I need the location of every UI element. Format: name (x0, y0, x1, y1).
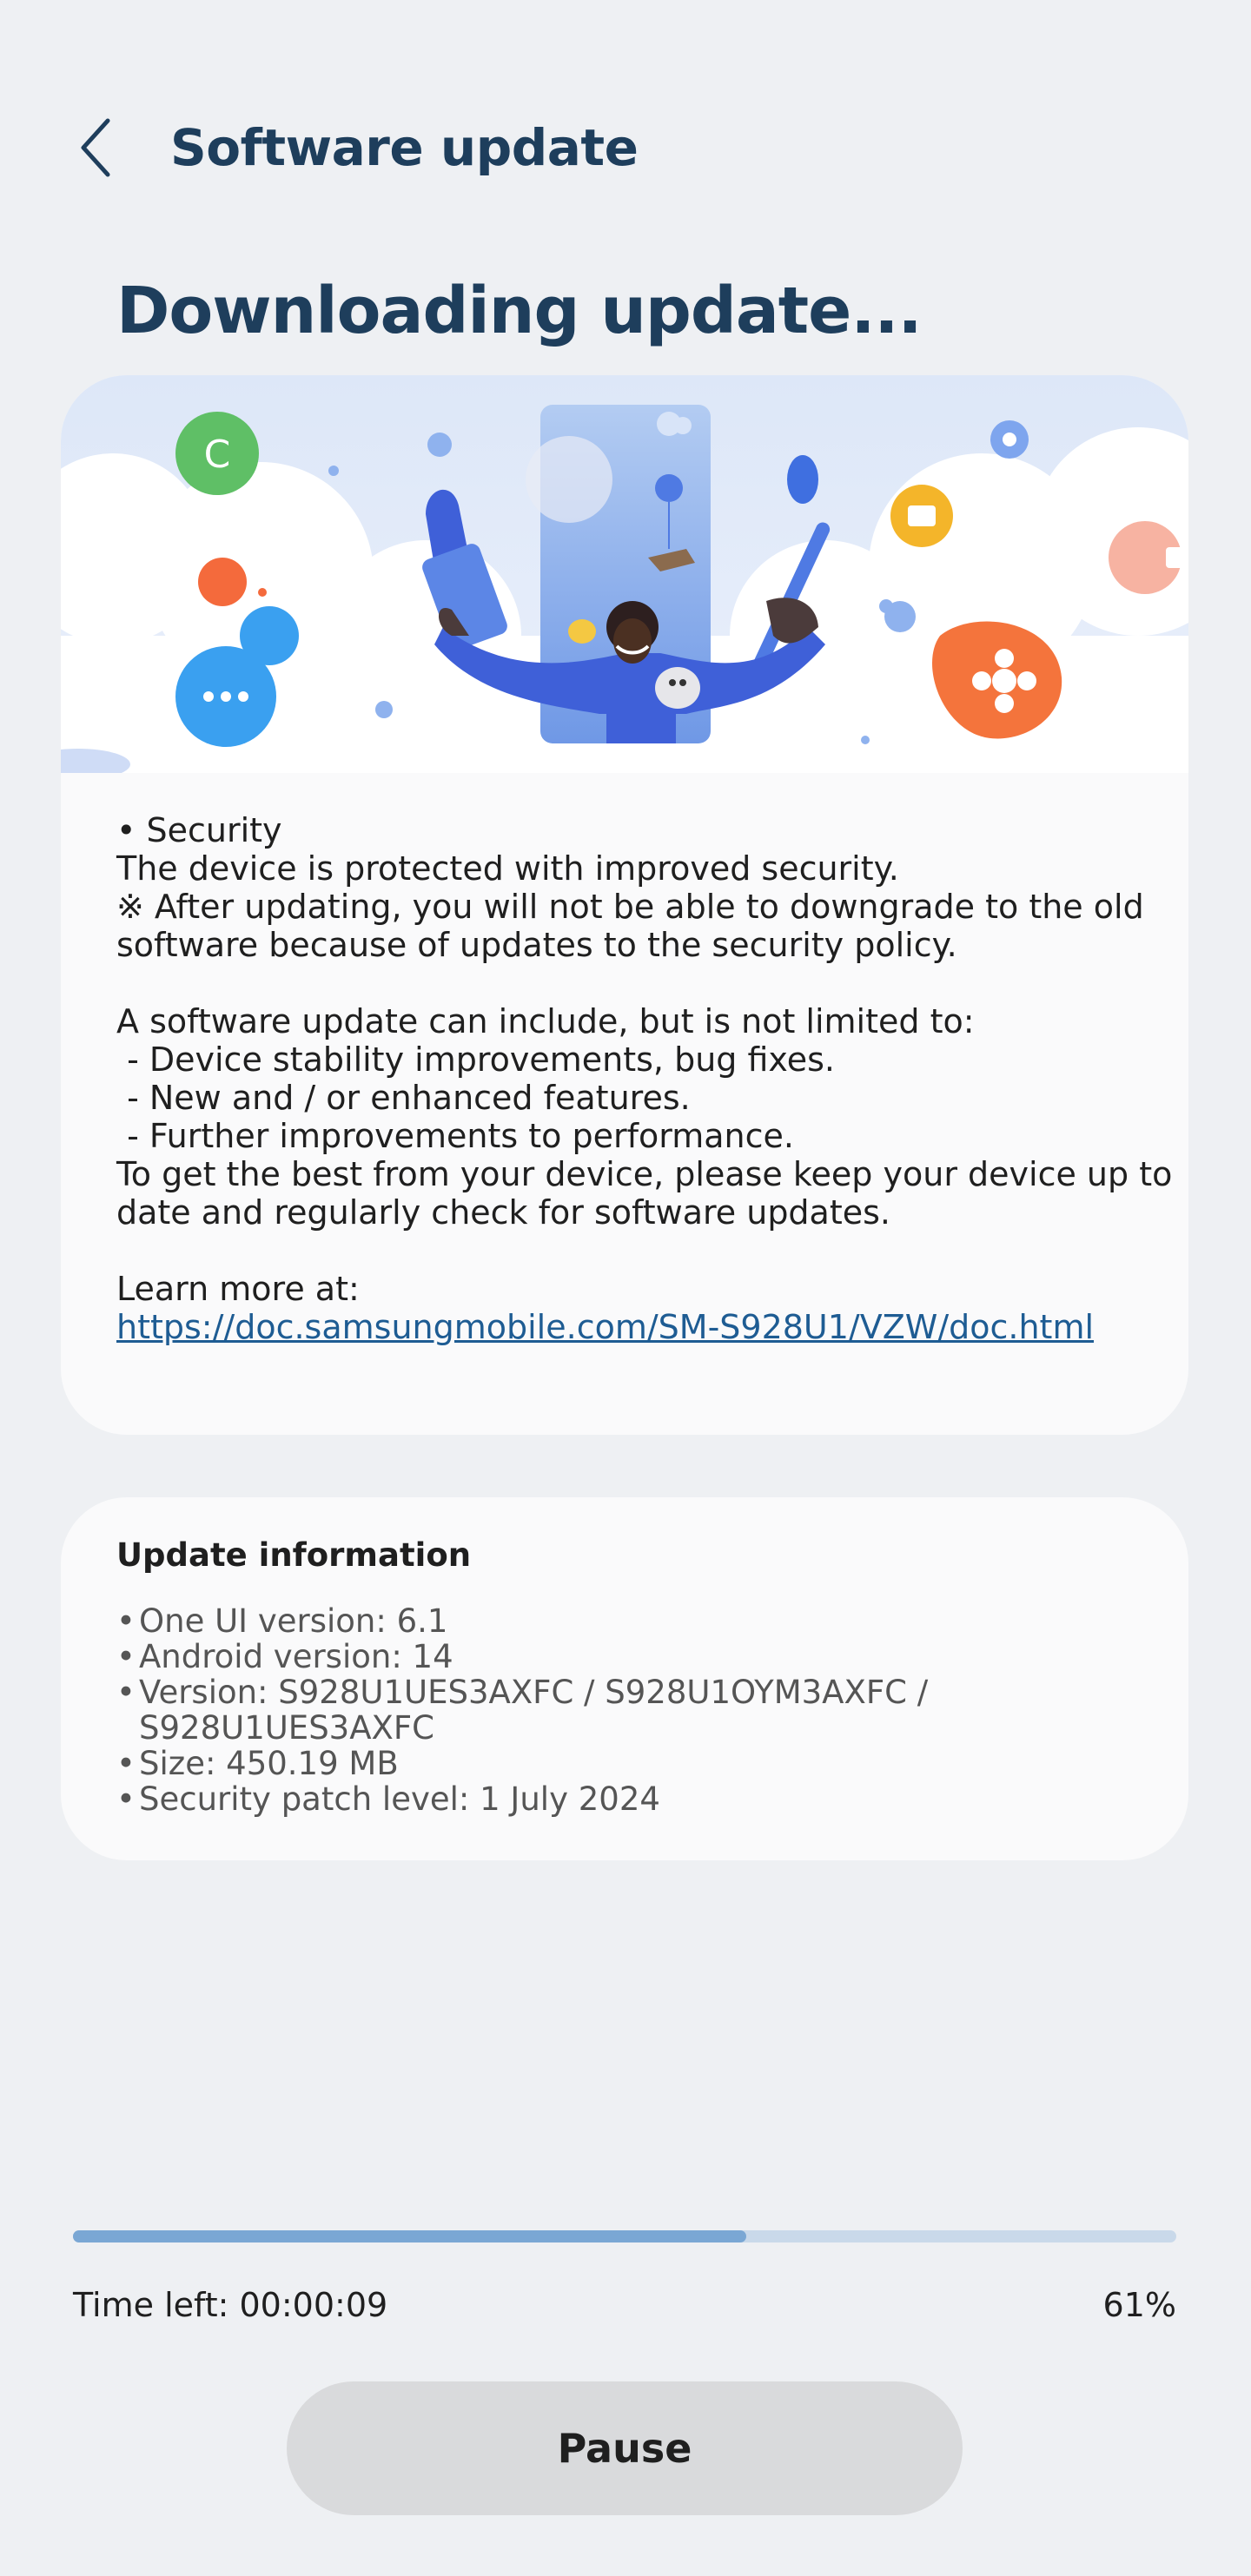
downgrade-warning-line-2: software because of updates to the security policy. (116, 926, 957, 964)
header-title: Software update (170, 118, 639, 177)
learn-more-link[interactable]: https://doc.samsungmobile.com/SM-S928U1/VZW/doc.html (116, 1308, 1095, 1346)
learn-more-label: Learn more at: (116, 1270, 360, 1308)
download-progress-bar (73, 2230, 1176, 2242)
one-ui-version: One UI version: 6.1 (139, 1602, 448, 1640)
update-item: - Further improvements to performance. (116, 1117, 794, 1155)
list-item: • Android version: 14 (116, 1638, 453, 1675)
update-information-card (61, 1497, 1188, 1860)
pause-button[interactable]: Pause (287, 2381, 963, 2515)
android-version: Android version: 14 (139, 1638, 453, 1675)
advice-line-2: date and regularly check for software updates. (116, 1193, 890, 1232)
release-notes (116, 811, 1173, 1346)
advice-line-1: To get the best from your device, please keep your device up to (116, 1155, 1173, 1193)
update-illustration (61, 375, 1188, 773)
list-item: • One UI version: 6.1 (116, 1602, 448, 1640)
progress-percent: 61% (1102, 2286, 1176, 2324)
app-header (0, 96, 1251, 200)
list-item: • Security patch level: 1 July 2024 (116, 1780, 660, 1818)
download-size: Size: 450.19 MB (139, 1745, 399, 1782)
release-notes-card (61, 375, 1188, 1435)
time-left: Time left: 00:00:09 (73, 2286, 388, 2324)
security-text: The device is protected with improved security. (116, 849, 899, 888)
list-item: • Size: 450.19 MB (116, 1745, 399, 1782)
back-button[interactable] (61, 113, 130, 182)
update-information-list (116, 1603, 1142, 1817)
svg-text:C: C (203, 433, 231, 477)
security-heading: • Security (116, 811, 282, 849)
build-version: Version: S928U1UES3AXFC / S928U1OYM3AXFC / S928U1UES3AXFC (139, 1674, 929, 1747)
list-item: • Version: S928U1UES3AXFC / S928U1OYM3AXFC / S928U1UES3AXFC (116, 1674, 929, 1747)
download-progress-fill (73, 2230, 746, 2242)
update-intro: A software update can include, but is not limited to: (116, 1002, 975, 1040)
page-title: Downloading update... (116, 274, 922, 348)
chevron-left-icon (76, 117, 115, 178)
update-item: - New and / or enhanced features. (116, 1079, 691, 1117)
update-information-title: Update information (116, 1536, 472, 1574)
update-item: - Device stability improvements, bug fixes. (116, 1040, 836, 1079)
security-patch-level: Security patch level: 1 July 2024 (139, 1780, 660, 1818)
downgrade-warning-line-1: ※ After updating, you will not be able to downgrade to the old (116, 888, 1144, 926)
